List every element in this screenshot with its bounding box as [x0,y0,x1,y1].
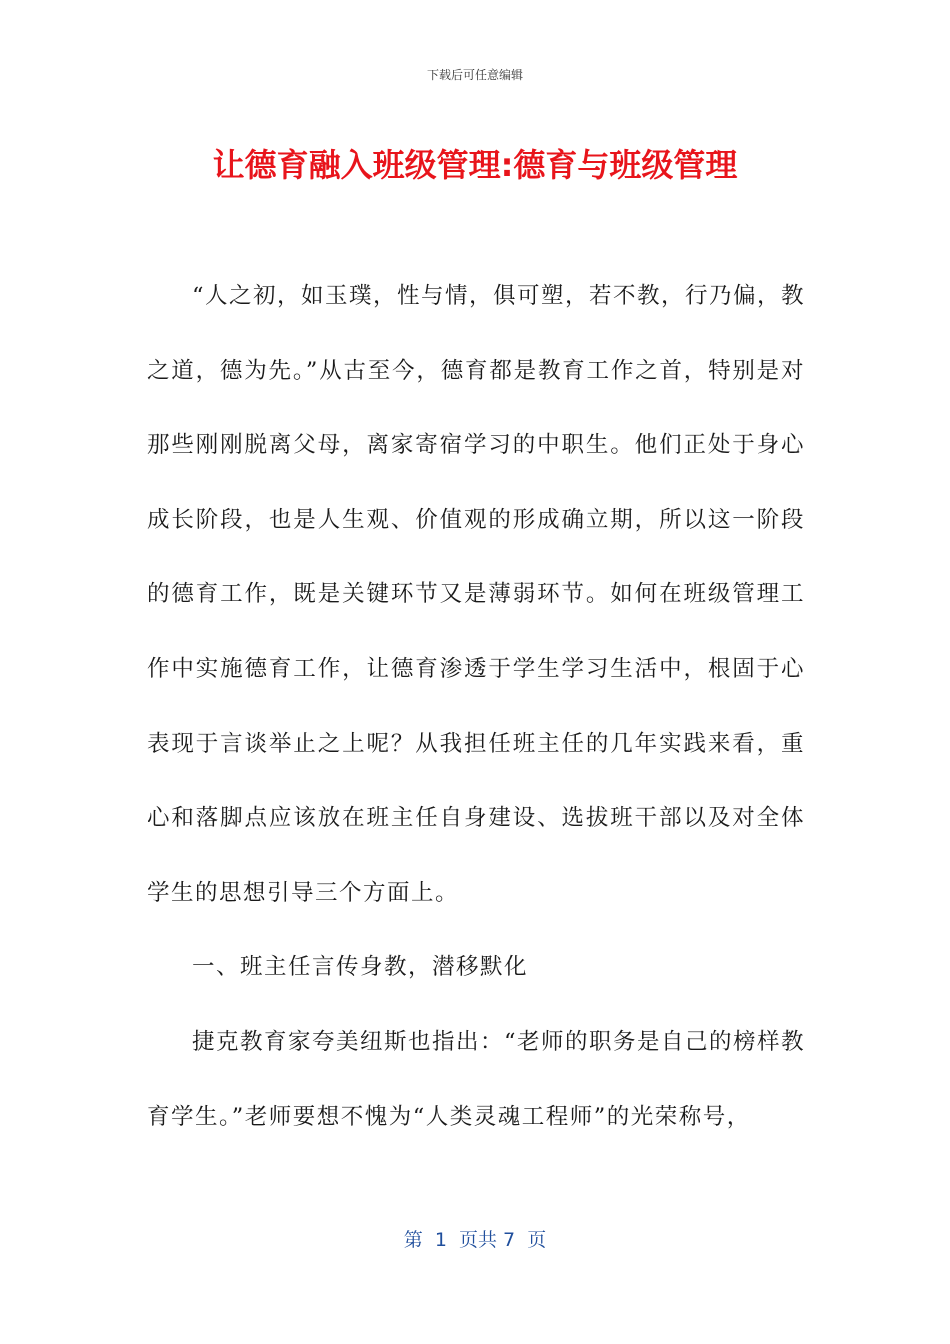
header-note: 下载后可任意编辑 [426,68,523,82]
paragraph-quote: 捷克教育家夸美纽斯也指出：“老师的职务是自己的榜样教育学生。”老师要想不愧为“人类灵魂工程师”的光荣称号， [147,1028,806,1130]
document-body [147,259,805,1154]
page-number: 第 1 页共 7 页 [403,1229,547,1251]
section-heading: 一、班主任言传身教，潜移默化 [192,954,529,981]
paragraph-intro: “人之初，如玉璞，性与情，俱可塑，若不教，行乃偏，教之道，德为先。”从古至今，德育都是教育工作之首，特别是对那些刚刚脱离父母，离家寄宿学习的中职生。他们正处于身心成长阶段，也是人生观、价值观的形成确立期，所以这一阶段的德育工作，既是关键环节又是薄弱环节。如何在班级管理工作中实施德育工作，让德育渗透于学生学习生活中，根固于心表现于言谈举止之上呢？从我担任班主任的几年实践来看，重心和落脚点应该放在班主任自身建设、选拔班干部以及对全体学生的思想引导三个方面上。 [147,283,806,906]
document-title: 让德育融入班级管理:德育与班级管理 [212,146,738,184]
